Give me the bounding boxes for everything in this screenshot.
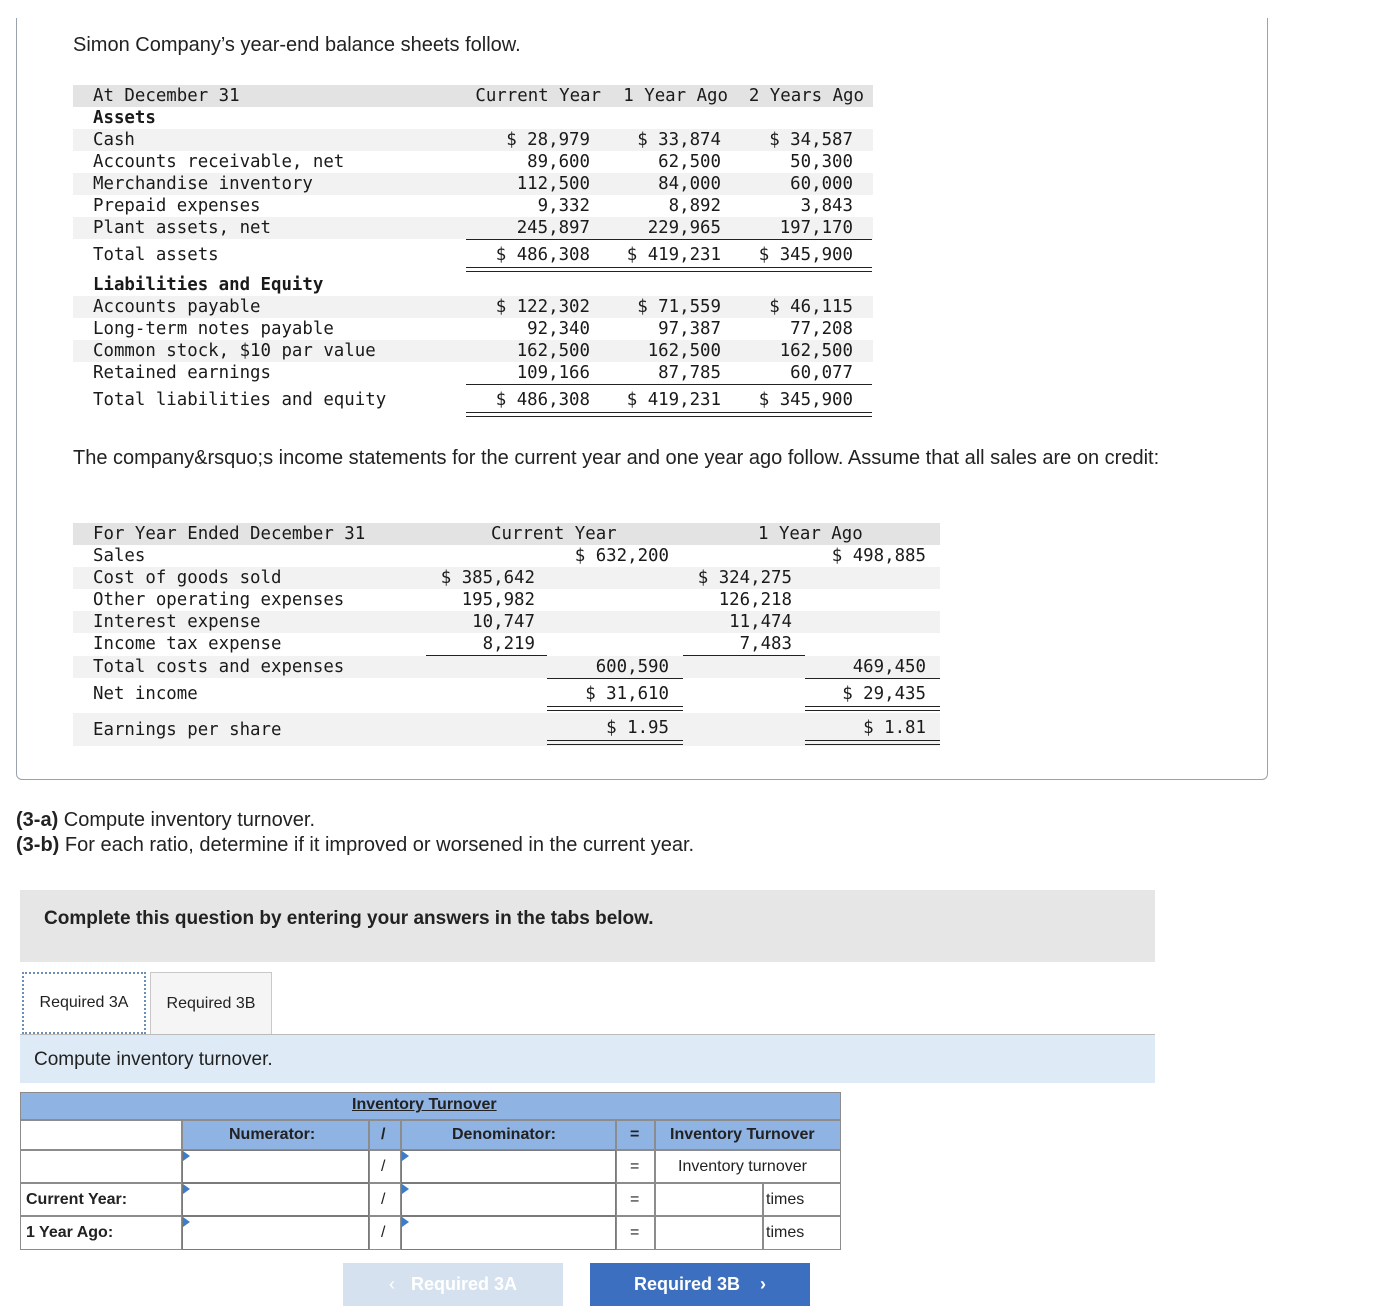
bs-label: Retained earnings xyxy=(93,363,271,383)
table-row xyxy=(73,340,873,362)
equals-label: = xyxy=(630,1126,640,1143)
bs-1yr: 229,965 xyxy=(647,218,721,238)
grid-header-equals xyxy=(616,1120,655,1150)
bs-2yr: $ 34,587 xyxy=(769,130,853,150)
numerator-input-current[interactable] xyxy=(182,1183,369,1216)
prompt-bar xyxy=(20,1035,1155,1083)
table-row xyxy=(73,545,940,567)
equals-cell xyxy=(616,1216,655,1250)
bs-header-label: At December 31 xyxy=(93,86,240,106)
is-header-current: Current Year xyxy=(491,524,617,544)
bs-1yr: 87,785 xyxy=(658,363,721,383)
table-row xyxy=(73,296,873,318)
bs-1yr: 162,500 xyxy=(647,341,721,361)
equals-label: = xyxy=(630,1224,640,1241)
bs-header-2yr: 2 Years Ago xyxy=(748,86,864,106)
slash-label: / xyxy=(381,1224,386,1241)
total-double-rule xyxy=(547,706,683,711)
total-double-rule xyxy=(805,740,940,745)
bs-cur: 9,332 xyxy=(537,196,590,216)
slash-cell xyxy=(369,1183,401,1216)
is-cur: $ 385,642 xyxy=(440,568,535,588)
question-3b-text: For each ratio, determine if it improved or worsened in the current year. xyxy=(59,834,695,856)
total-double-rule xyxy=(805,706,940,711)
question-3b xyxy=(16,834,694,857)
bs-2yr: $ 345,900 xyxy=(758,245,853,265)
is-prev-total: $ 1.81 xyxy=(863,718,926,738)
bs-2yr: 197,170 xyxy=(779,218,853,238)
bs-header-row xyxy=(73,85,873,107)
bs-label: Plant assets, net xyxy=(93,218,271,238)
grid-title: Inventory Turnover xyxy=(352,1096,497,1113)
table-row xyxy=(73,151,873,173)
bs-2yr: $ 345,900 xyxy=(758,390,853,410)
next-button-label: Required 3B xyxy=(633,1274,741,1294)
is-prev-total: $ 29,435 xyxy=(842,684,926,704)
is-label: Sales xyxy=(93,546,146,566)
is-prev: 126,218 xyxy=(718,590,792,610)
equals-label: = xyxy=(630,1191,640,1208)
is-label: Cost of goods sold xyxy=(93,568,282,588)
subtotal-rule xyxy=(547,678,683,679)
bs-1yr: $ 419,231 xyxy=(626,390,721,410)
bs-cur: $ 28,979 xyxy=(506,130,590,150)
bs-1yr: 84,000 xyxy=(658,174,721,194)
bs-label: Total assets xyxy=(93,245,219,265)
denominator-input-header[interactable] xyxy=(401,1150,616,1183)
tab-required-3b[interactable]: Required 3B xyxy=(150,972,272,1034)
bs-2yr: 60,000 xyxy=(790,174,853,194)
denominator-label: Denominator: xyxy=(452,1126,556,1143)
is-label: Total costs and expenses xyxy=(93,657,345,677)
bs-total-liab-row xyxy=(73,389,873,411)
is-cur-total: 600,590 xyxy=(595,657,669,677)
grid-header-numerator xyxy=(182,1120,369,1150)
income-statement-intro: The company&rsquo;s income statements for the current year and one year ago follow. Assume that all sales are on credit: xyxy=(73,447,1160,469)
is-prev-total: 469,450 xyxy=(852,657,926,677)
instructions-text: Complete this question by entering your answers in the tabs below. xyxy=(44,908,654,929)
bs-header-1yr: 1 Year Ago xyxy=(623,86,728,106)
bs-2yr: 162,500 xyxy=(779,341,853,361)
question-3a-tag: (3-a) xyxy=(16,809,59,831)
is-prev: 7,483 xyxy=(739,634,792,654)
next-required-3b-button[interactable] xyxy=(590,1263,810,1306)
subtotal-rule xyxy=(466,239,872,240)
chevron-left-icon: ‹ xyxy=(388,1274,395,1294)
bs-2yr: 50,300 xyxy=(790,152,853,172)
bs-label: Cash xyxy=(93,130,135,150)
subtotal-rule xyxy=(805,678,940,679)
unit-label: times xyxy=(766,1224,805,1241)
table-row xyxy=(73,683,940,705)
bs-label: Prepaid expenses xyxy=(93,196,261,216)
is-cur: 8,219 xyxy=(482,634,535,654)
question-3a-text: Compute inventory turnover. xyxy=(58,809,316,831)
is-label: Income tax expense xyxy=(93,634,282,654)
is-label: Earnings per share xyxy=(93,720,282,740)
bs-cur: $ 122,302 xyxy=(495,297,590,317)
slash-label: / xyxy=(381,1126,386,1143)
total-double-rule xyxy=(466,267,872,272)
result-sub-label: Inventory turnover xyxy=(678,1158,807,1175)
bs-1yr: $ 419,231 xyxy=(626,245,721,265)
balance-sheet-intro: Simon Company’s year-end balance sheets follow. xyxy=(73,34,521,56)
bs-cur: 109,166 xyxy=(516,363,590,383)
grid-row-label-blank xyxy=(20,1150,182,1183)
is-label: Interest expense xyxy=(93,612,261,632)
bs-cur: 92,340 xyxy=(527,319,590,339)
bs-1yr: $ 33,874 xyxy=(637,130,721,150)
table-row xyxy=(73,195,873,217)
unit-cell xyxy=(763,1216,841,1250)
is-cur: 195,982 xyxy=(461,590,535,610)
result-input-prior[interactable] xyxy=(655,1216,763,1250)
grid-header-blank xyxy=(20,1120,182,1150)
bs-label: Long-term notes payable xyxy=(93,319,334,339)
equals-cell xyxy=(616,1183,655,1216)
unit-cell xyxy=(763,1183,841,1216)
is-cur: 10,747 xyxy=(472,612,535,632)
bs-label: Accounts payable xyxy=(93,297,261,317)
one-year-ago-label: 1 Year Ago: xyxy=(26,1224,114,1241)
grid-header-denominator xyxy=(401,1120,616,1150)
numerator-input-header[interactable] xyxy=(182,1150,369,1183)
is-header-row xyxy=(73,523,940,545)
bs-1yr: $ 71,559 xyxy=(637,297,721,317)
is-cur-total: $ 31,610 xyxy=(585,684,669,704)
bs-total-assets-row xyxy=(73,244,873,266)
table-row xyxy=(73,129,873,151)
bs-label: Total liabilities and equity xyxy=(93,390,387,410)
bs-1yr: 62,500 xyxy=(658,152,721,172)
subtotal-rule xyxy=(466,384,872,385)
unit-label: times xyxy=(766,1191,805,1208)
bs-2yr: 3,843 xyxy=(800,196,853,216)
is-cur-total: $ 632,200 xyxy=(574,546,669,566)
chevron-right-icon: › xyxy=(760,1274,767,1294)
prev-button-label: Required 3A xyxy=(410,1274,518,1294)
bs-label: Accounts receivable, net xyxy=(93,152,345,172)
is-header-label: For Year Ended December 31 xyxy=(93,524,366,544)
table-row xyxy=(73,217,873,239)
table-row xyxy=(73,589,940,611)
slash-label: / xyxy=(381,1158,386,1175)
is-label: Other operating expenses xyxy=(93,590,345,610)
bs-cur: 245,897 xyxy=(516,218,590,238)
table-row xyxy=(73,318,873,340)
table-row xyxy=(73,656,940,678)
table-row xyxy=(73,567,940,589)
bs-2yr: $ 46,115 xyxy=(769,297,853,317)
inventory-turnover-grid xyxy=(20,1092,841,1250)
equals-label: = xyxy=(630,1158,640,1175)
current-year-label: Current Year: xyxy=(26,1191,128,1208)
table-row xyxy=(73,362,873,384)
bs-cur: $ 486,308 xyxy=(495,245,590,265)
bs-liab-title-row xyxy=(73,274,873,296)
total-double-rule xyxy=(466,412,872,417)
row-label-1-year-ago xyxy=(20,1216,182,1250)
row-label-current-year xyxy=(20,1183,182,1216)
slash-cell xyxy=(369,1216,401,1250)
is-prev-total: $ 498,885 xyxy=(831,546,926,566)
numerator-input-prior[interactable] xyxy=(182,1216,369,1250)
bs-2yr: 77,208 xyxy=(790,319,853,339)
bs-assets-title: Assets xyxy=(93,108,156,128)
bs-label: Merchandise inventory xyxy=(93,174,313,194)
grid-header-result xyxy=(655,1120,841,1150)
table-row xyxy=(73,633,940,655)
instructions-bar xyxy=(20,890,1155,962)
result-sub-cell xyxy=(655,1150,841,1183)
bs-assets-title-row xyxy=(73,107,873,129)
equals-cell xyxy=(616,1150,655,1183)
bs-cur: 112,500 xyxy=(516,174,590,194)
is-header-1yr: 1 Year Ago xyxy=(758,524,863,544)
bs-1yr: 97,387 xyxy=(658,319,721,339)
result-input-current[interactable] xyxy=(655,1183,763,1216)
is-label: Net income xyxy=(93,684,198,704)
slash-cell xyxy=(369,1150,401,1183)
bs-header-current: Current Year xyxy=(475,86,601,106)
denominator-input-current[interactable] xyxy=(401,1183,616,1216)
question-3b-tag: (3-b) xyxy=(16,834,60,856)
is-prev: $ 324,275 xyxy=(697,568,792,588)
table-row xyxy=(73,611,940,633)
tab-required-3a[interactable]: Required 3A xyxy=(22,972,146,1034)
bs-cur: $ 486,308 xyxy=(495,390,590,410)
prompt-text: Compute inventory turnover. xyxy=(34,1049,273,1070)
table-row xyxy=(73,173,873,195)
is-prev: 11,474 xyxy=(729,612,792,632)
bs-cur: 162,500 xyxy=(516,341,590,361)
bs-1yr: 8,892 xyxy=(668,196,721,216)
prev-required-3a-button[interactable] xyxy=(343,1263,563,1306)
total-double-rule xyxy=(547,740,683,745)
result-header-label: Inventory Turnover xyxy=(670,1126,815,1143)
question-3a xyxy=(16,809,315,832)
grid-header-slash xyxy=(369,1120,401,1150)
slash-label: / xyxy=(381,1191,386,1208)
bs-cur: 89,600 xyxy=(527,152,590,172)
numerator-label: Numerator: xyxy=(229,1126,316,1143)
is-cur-total: $ 1.95 xyxy=(606,718,669,738)
bs-liab-title: Liabilities and Equity xyxy=(93,275,324,295)
bs-label: Common stock, $10 par value xyxy=(93,341,376,361)
bs-2yr: 60,077 xyxy=(790,363,853,383)
denominator-input-prior[interactable] xyxy=(401,1216,616,1250)
